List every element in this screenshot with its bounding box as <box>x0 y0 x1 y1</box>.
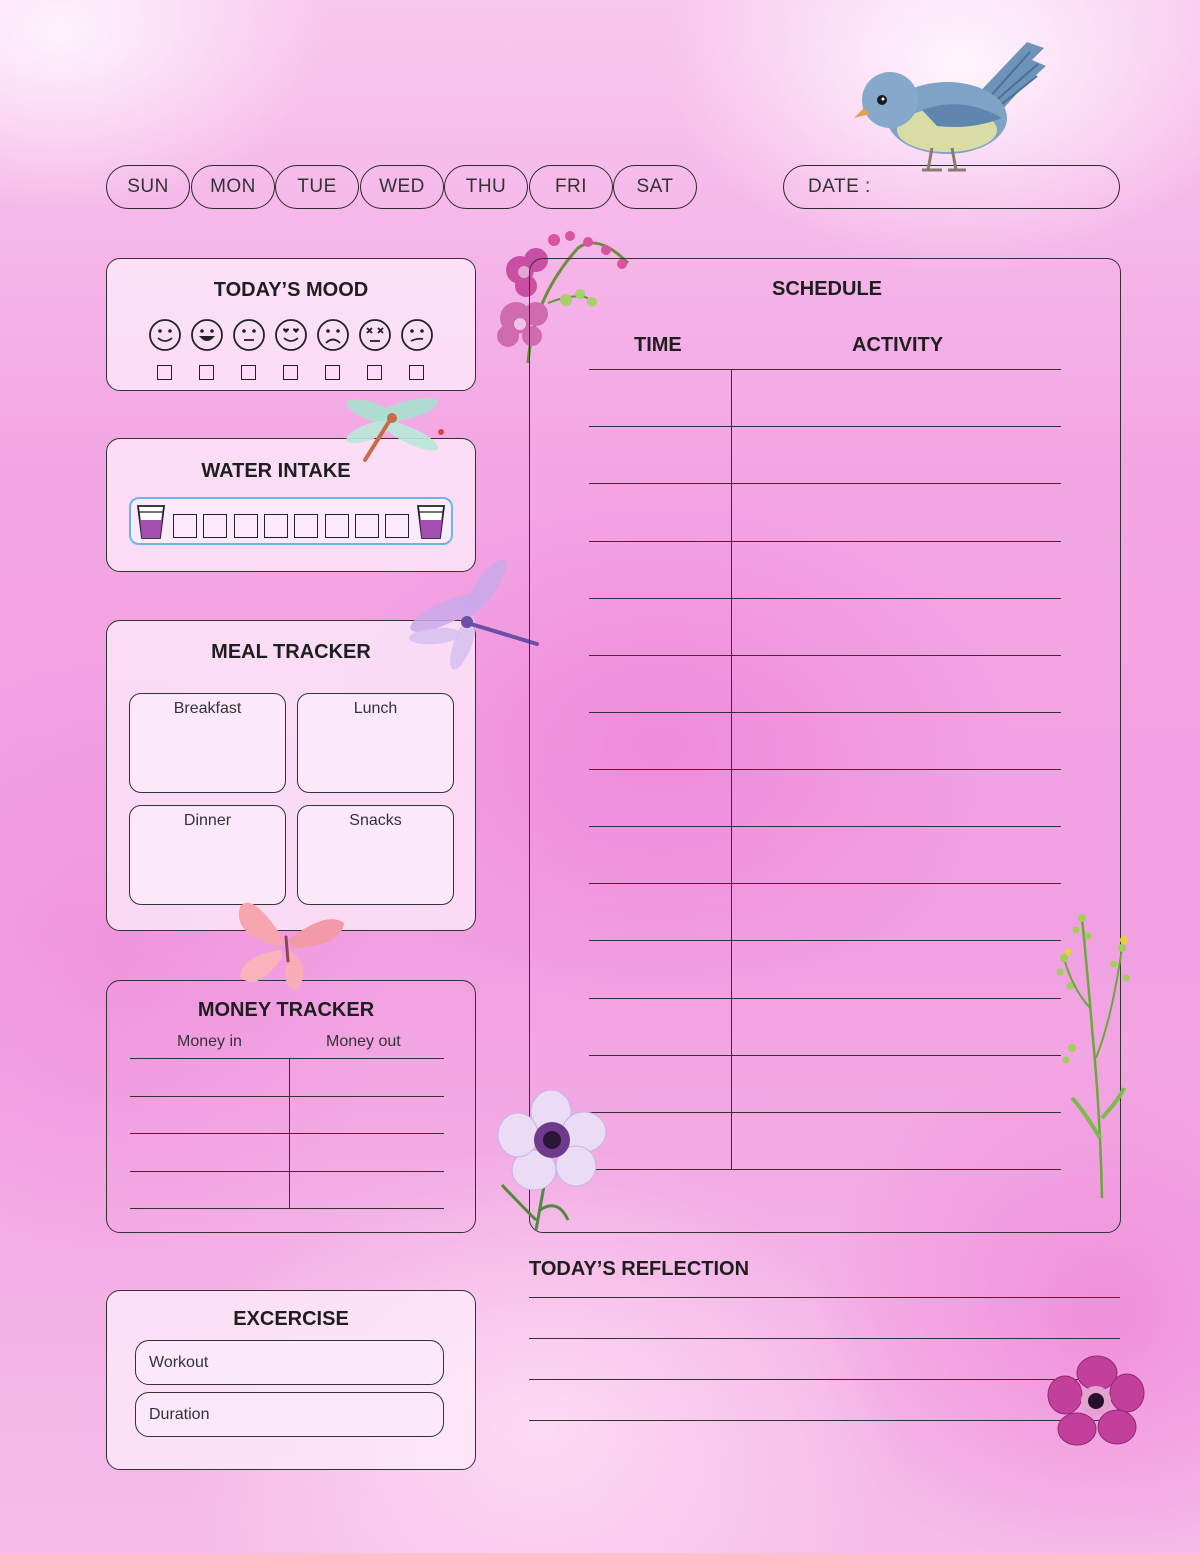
magenta-anemone-icon <box>1047 1355 1145 1447</box>
schedule-row-line <box>589 426 1061 427</box>
green-dragonfly-icon <box>345 392 450 464</box>
lavender-anemone-icon <box>496 1090 608 1235</box>
purple-dragonfly-icon <box>405 558 540 673</box>
confused-face-icon[interactable] <box>400 318 434 352</box>
water-tracker <box>129 497 453 545</box>
day-sun[interactable] <box>106 165 190 209</box>
money-title: MONEY TRACKER <box>197 999 375 1021</box>
schedule-row-line <box>589 826 1061 827</box>
time-header: TIME <box>634 334 682 356</box>
reflection-line[interactable] <box>529 1338 1120 1339</box>
mood-panel <box>106 258 476 391</box>
schedule-row-line <box>589 940 1061 941</box>
workout-field[interactable] <box>135 1340 444 1385</box>
water-checkbox[interactable] <box>203 514 227 538</box>
schedule-column-divider <box>731 369 732 1169</box>
reflection-title: TODAY’S REFLECTION <box>529 1258 750 1280</box>
pink-butterfly-icon <box>232 895 347 995</box>
day-label: MON <box>210 176 256 197</box>
schedule-row-line <box>589 712 1061 713</box>
date-label: DATE : <box>808 176 871 197</box>
day-label: THU <box>465 176 507 197</box>
dizzy-face-icon[interactable] <box>358 318 392 352</box>
mood-checkbox[interactable] <box>325 365 340 380</box>
schedule-row-line <box>589 998 1061 999</box>
breakfast-box[interactable] <box>129 693 286 793</box>
dinner-label: Dinner <box>183 812 232 829</box>
day-sat[interactable] <box>613 165 697 209</box>
snacks-label: Snacks <box>349 812 402 829</box>
schedule-row-line <box>589 883 1061 884</box>
day-label: WED <box>379 176 425 197</box>
grin-face-icon[interactable] <box>190 318 224 352</box>
mood-checkbox[interactable] <box>199 365 214 380</box>
schedule-title: SCHEDULE <box>771 278 882 300</box>
money-row-line <box>130 1208 444 1209</box>
mood-checkbox[interactable] <box>409 365 424 380</box>
exercise-title: EXCERCISE <box>233 1308 349 1330</box>
duration-field[interactable] <box>135 1392 444 1437</box>
reflection-line[interactable] <box>529 1297 1120 1298</box>
money-panel <box>106 980 476 1233</box>
schedule-row-line <box>589 769 1061 770</box>
smile-face-icon[interactable] <box>148 318 182 352</box>
lunch-label: Lunch <box>353 700 398 717</box>
mood-checkbox[interactable] <box>367 365 382 380</box>
money-column-divider <box>289 1058 290 1208</box>
money-row-line <box>130 1096 444 1097</box>
water-checkbox[interactable] <box>355 514 379 538</box>
schedule-row-line <box>589 1112 1061 1113</box>
yellow-wildflower-icon <box>1052 908 1137 1203</box>
lunch-box[interactable] <box>297 693 454 793</box>
water-checkbox[interactable] <box>385 514 409 538</box>
sad-face-icon[interactable] <box>316 318 350 352</box>
day-fri[interactable] <box>529 165 613 209</box>
mood-title: TODAY’S MOOD <box>213 279 369 301</box>
schedule-row-line <box>589 1055 1061 1056</box>
activity-header: ACTIVITY <box>852 334 944 356</box>
snacks-box[interactable] <box>297 805 454 905</box>
breakfast-label: Breakfast <box>173 700 242 717</box>
mood-checkbox[interactable] <box>157 365 172 380</box>
glass-icon <box>136 504 166 540</box>
reflection-line[interactable] <box>529 1379 1120 1380</box>
neutral-face-icon[interactable] <box>232 318 266 352</box>
reflection-line[interactable] <box>529 1420 1120 1421</box>
heart-eyes-face-icon[interactable] <box>274 318 308 352</box>
money-row-line <box>130 1058 444 1059</box>
schedule-row-line <box>589 541 1061 542</box>
dinner-box[interactable] <box>129 805 286 905</box>
day-thu[interactable] <box>444 165 528 209</box>
money-out-label: Money out <box>326 1033 401 1050</box>
water-checkbox[interactable] <box>325 514 349 538</box>
water-title: WATER INTAKE <box>201 460 351 482</box>
water-checkbox[interactable] <box>294 514 318 538</box>
exercise-panel <box>106 1290 476 1470</box>
schedule-row-line <box>589 598 1061 599</box>
money-row-line <box>130 1133 444 1134</box>
schedule-panel <box>529 258 1121 1233</box>
bluebird-icon <box>852 30 1052 180</box>
day-label: SAT <box>636 176 674 197</box>
schedule-row-line <box>589 483 1061 484</box>
money-row-line <box>130 1171 444 1172</box>
water-checkbox[interactable] <box>173 514 197 538</box>
day-label: FRI <box>554 176 588 197</box>
schedule-row-line <box>589 1169 1061 1170</box>
glass-icon <box>416 504 446 540</box>
day-tue[interactable] <box>275 165 359 209</box>
mood-checkbox[interactable] <box>241 365 256 380</box>
day-label: SUN <box>127 176 169 197</box>
workout-label: Workout <box>149 1353 209 1371</box>
water-checkbox[interactable] <box>234 514 258 538</box>
schedule-row-line <box>589 369 1061 370</box>
duration-label: Duration <box>149 1405 210 1423</box>
schedule-row-line <box>589 655 1061 656</box>
mood-checkbox[interactable] <box>283 365 298 380</box>
day-mon[interactable] <box>191 165 275 209</box>
day-wed[interactable] <box>360 165 444 209</box>
water-checkbox[interactable] <box>264 514 288 538</box>
meal-title: MEAL TRACKER <box>211 641 371 663</box>
money-in-label: Money in <box>177 1033 242 1050</box>
day-label: TUE <box>297 176 337 197</box>
